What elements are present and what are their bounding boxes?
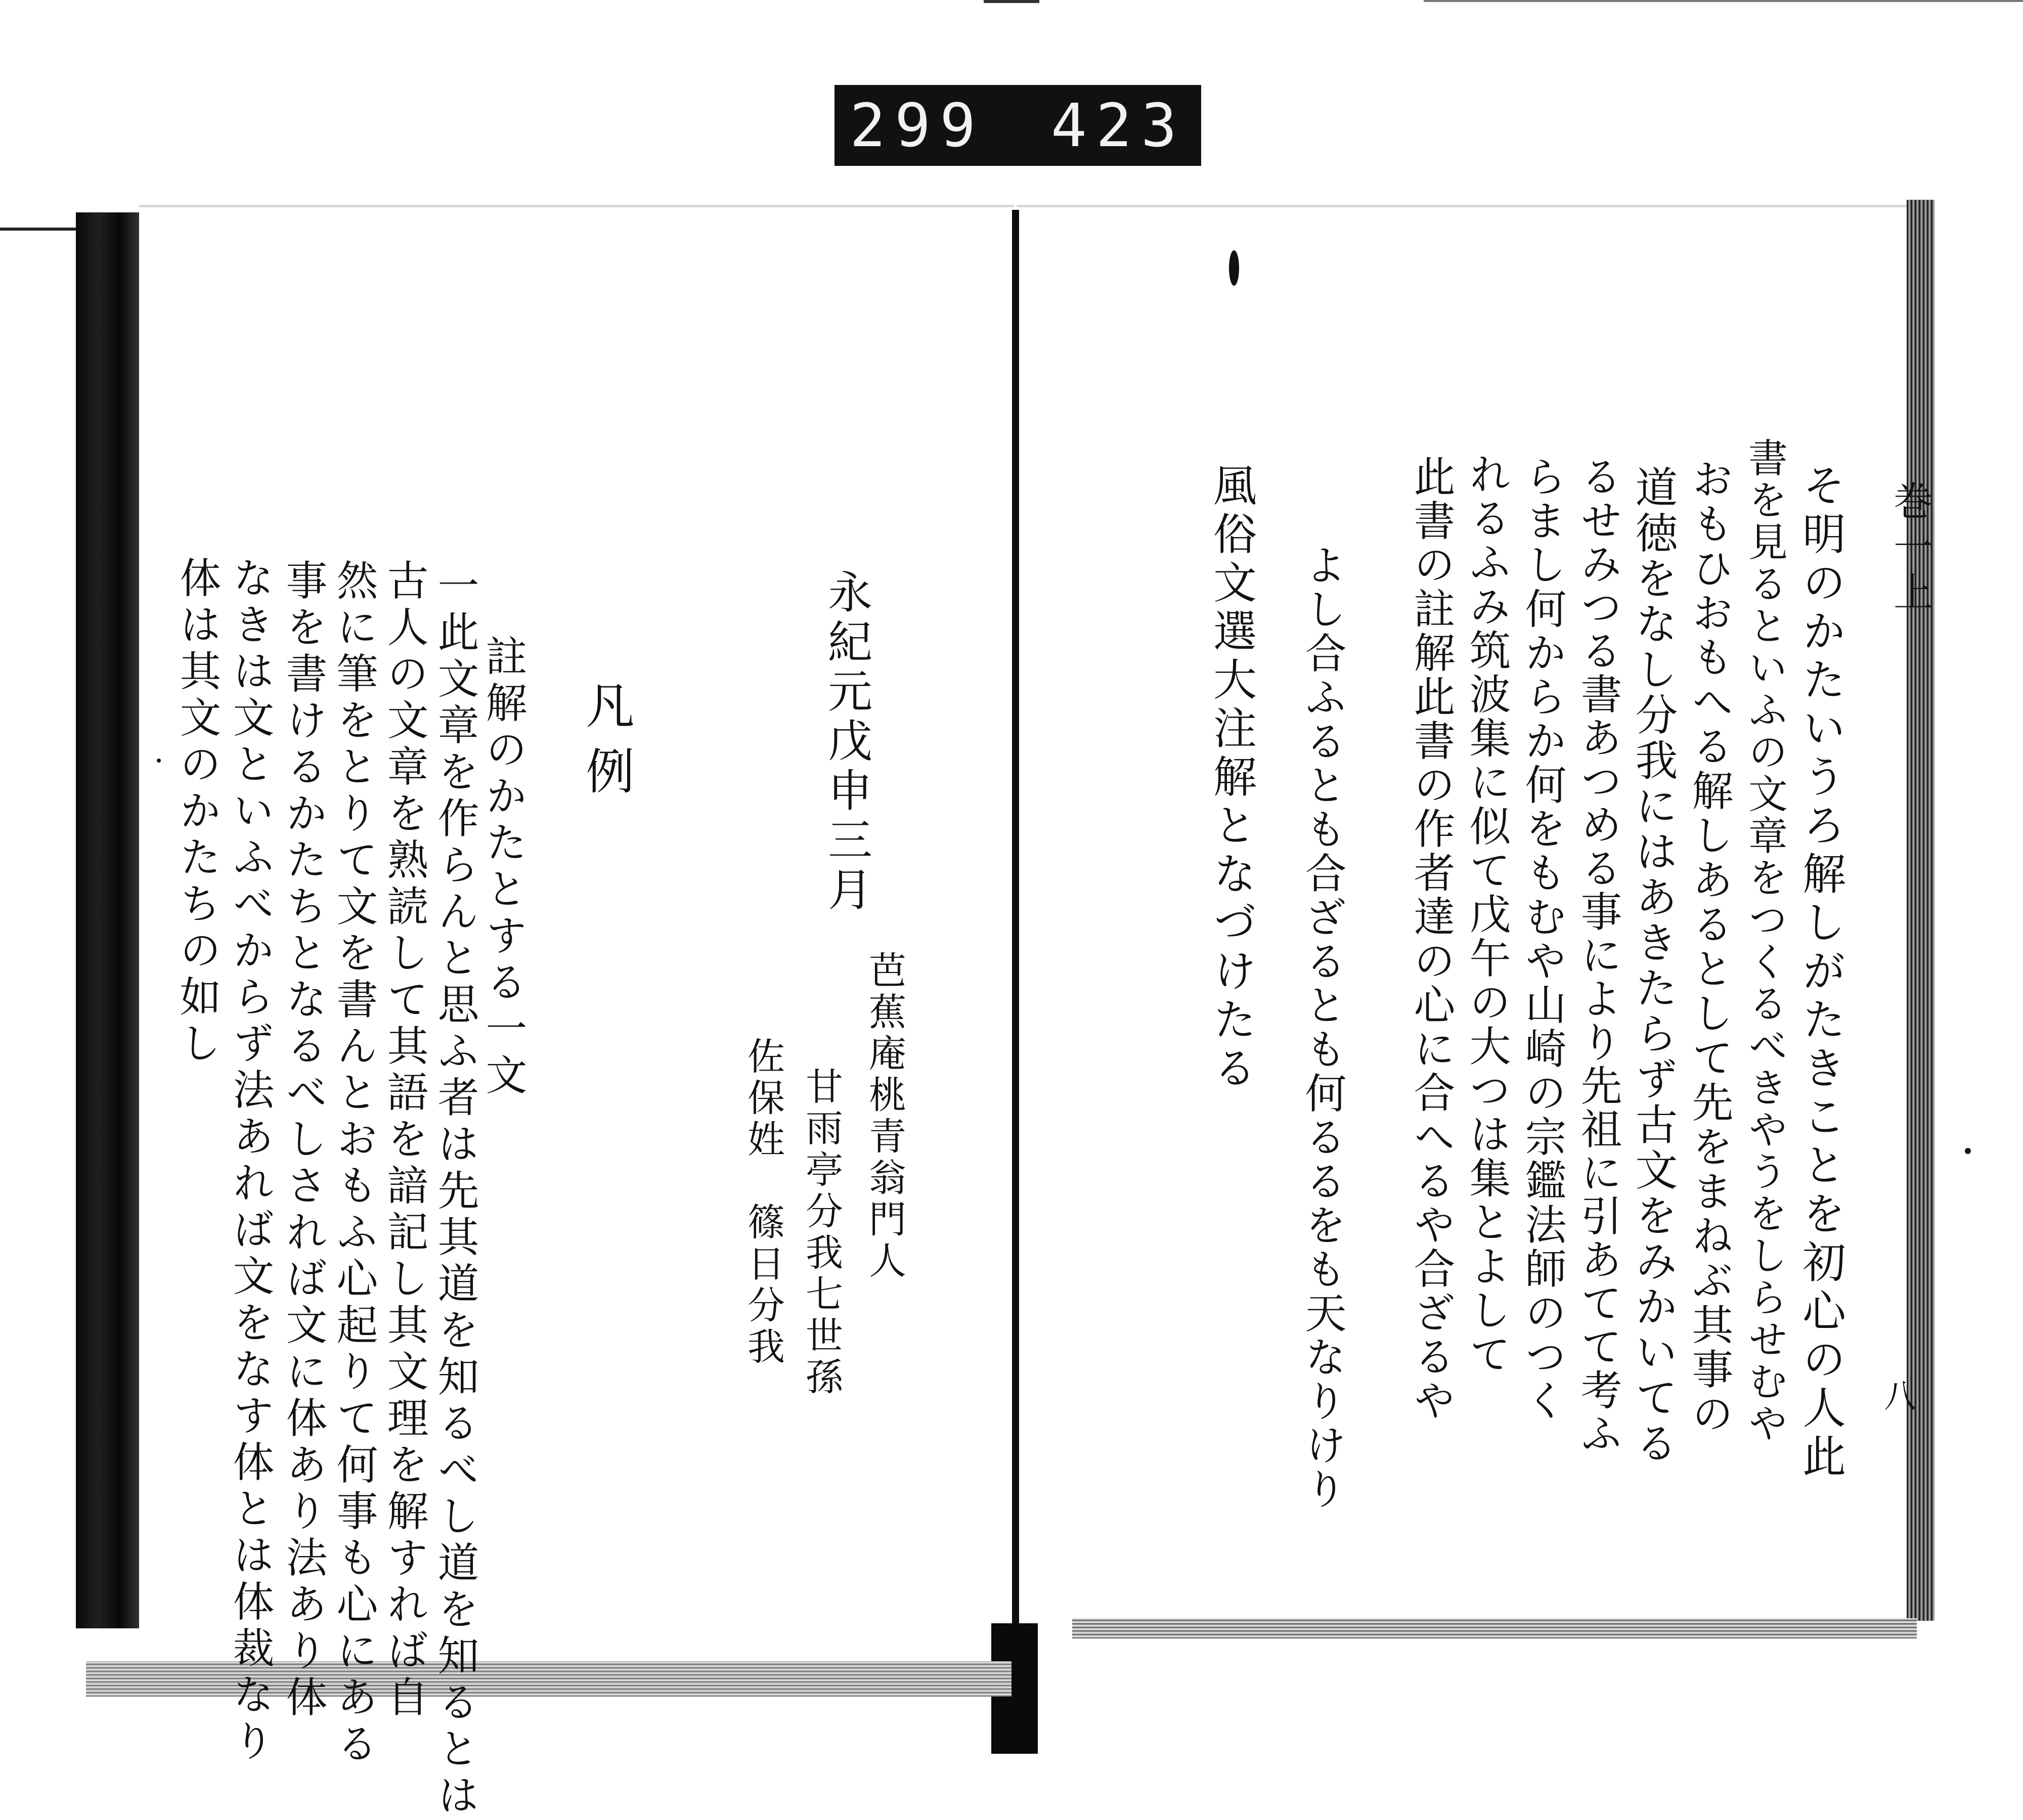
book-spine-shadow xyxy=(76,212,139,1628)
scan-top-mark-right xyxy=(1424,0,2023,2)
left-page-bottom-edge xyxy=(86,1661,1012,1697)
ink-speck-left-edge xyxy=(157,759,161,763)
right-column-3: おもひおもへる解しあるとして先をまねぶ其事の xyxy=(1685,458,1733,1437)
left-body-column-5: 事を書けるかたちとなるべしされば文に体あり法あり体 xyxy=(279,559,327,1722)
right-page-tag: 巻一上 xyxy=(1887,480,1932,617)
left-body-column-1: 註解のかたとする一文 xyxy=(479,635,527,1100)
right-column-10: 風俗文選大注解となづけたる xyxy=(1206,463,1256,1094)
ink-speck-right-edge xyxy=(1965,1148,1971,1154)
center-gutter xyxy=(1012,210,1019,1686)
left-heading: 凡例 xyxy=(578,680,635,812)
left-body-column-6: なきは文といふべからず法あれば文をなす体とは体裁なり xyxy=(226,556,274,1766)
ink-speck-right-page xyxy=(1229,250,1239,286)
right-column-2: 書を見るといふの文章をつくるべきやうをしらせむや xyxy=(1742,437,1787,1445)
microfilm-frame-number xyxy=(834,85,1201,166)
right-column-8: 此書の註解此書の作者達の心に合へるや合ざるや xyxy=(1407,455,1455,1423)
left-author-line-3: 佐保姓 篠日分我 xyxy=(741,1037,785,1368)
right-column-5: るせみつる書あつめる事により先祖に引あてて考ふ xyxy=(1574,455,1622,1455)
frame-number-left: 299 xyxy=(850,91,985,160)
right-column-9: よし合ふるとも合ざるとも何るるをも天なりけり xyxy=(1298,544,1346,1512)
right-page-bottom-edge xyxy=(1072,1618,1917,1638)
scan-left-rule xyxy=(0,228,76,231)
left-body-column-7: 体は其文のかたちの如し xyxy=(173,556,221,1068)
right-column-7: れるふみ筑波集に似て戊午の大つは集とよして xyxy=(1463,453,1511,1377)
right-column-1: そ明のかたいうろ解しがたきことを初心の人此 xyxy=(1795,463,1845,1482)
scan-top-mark-left xyxy=(984,0,1039,3)
left-author-line-1: 芭蕉庵桃青翁門人 xyxy=(863,951,906,1282)
left-author-line-2: 甘雨亭分我七世孫 xyxy=(800,1067,843,1399)
right-page-number: 八 xyxy=(1884,1378,1916,1415)
left-date-line: 永紀元戊申三月 xyxy=(821,569,873,916)
left-body-column-3: 古人の文章を熟読して其語を諳記し其文理を解すれば自 xyxy=(380,559,428,1722)
right-column-4: 道徳をなし分我にはあきたらず古文をみかいてる xyxy=(1629,465,1678,1467)
right-column-6: らまし何からか何をもむや山崎の宗鑑法師のつく xyxy=(1518,455,1566,1423)
left-body-column-4: 然に筆をとりて文を書んとおもふ心起りて何事も心にある xyxy=(330,559,378,1768)
left-body-column-2: 一此文章を作らんと思ふ者は先其道を知るべし道を知るとは xyxy=(431,564,479,1820)
frame-number-right: 423 xyxy=(1050,91,1186,160)
